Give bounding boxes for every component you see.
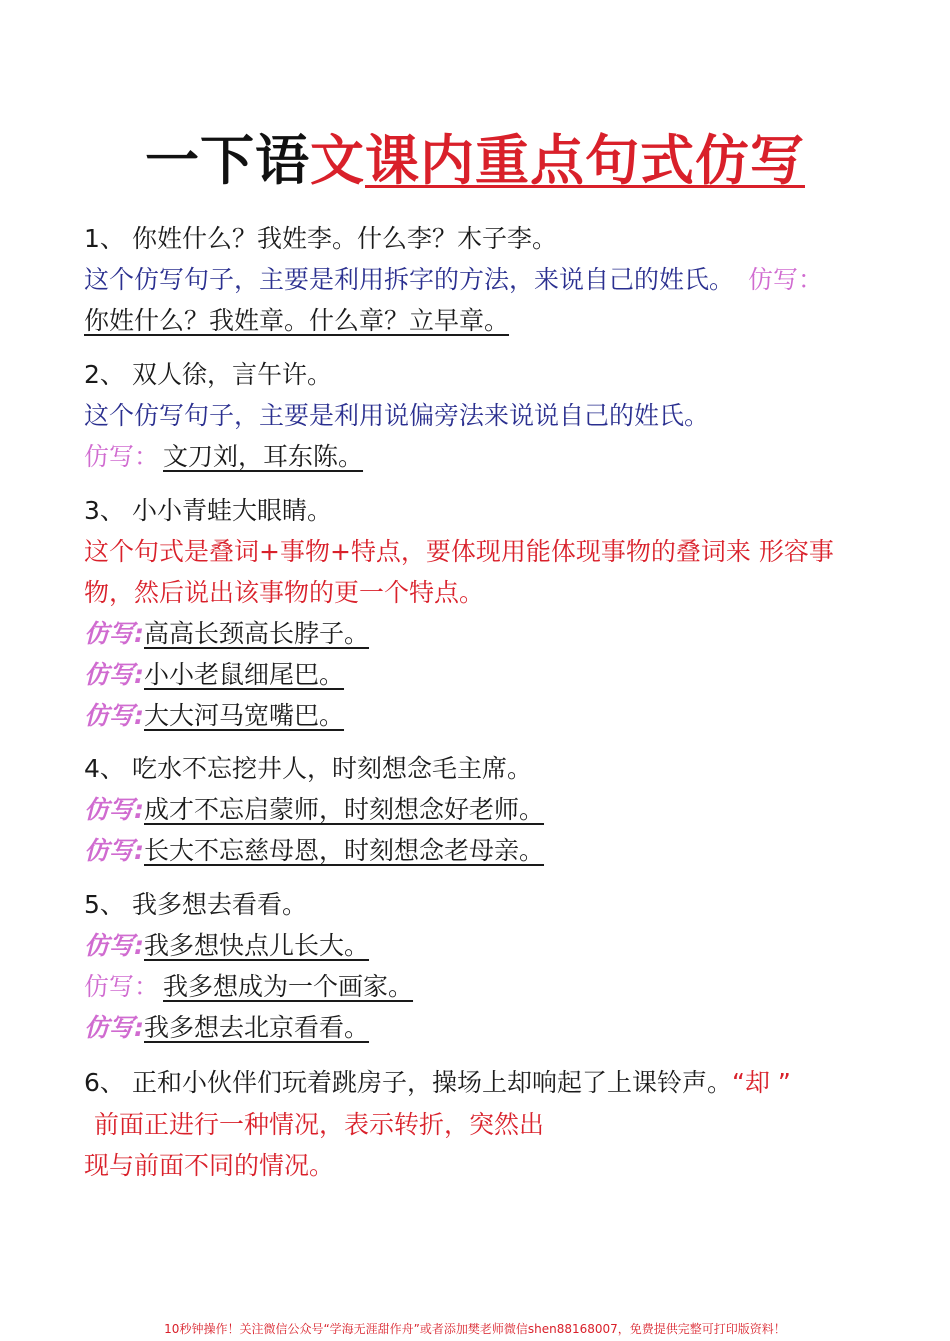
- s3-explain-1: 这个句式是叠词+事物+特点，要体现用能体现事物的叠词来 形容事: [84, 537, 834, 566]
- s4-sentence: 吃水不忘挖井人，时刻想念毛主席。: [132, 754, 533, 783]
- s2-number: 2、: [84, 360, 125, 389]
- page-title: [0, 118, 950, 195]
- s2-sentence-line: [84, 358, 332, 392]
- s3-label-1: 仿写:: [84, 619, 144, 648]
- title-part3: 课内重点句式仿写: [365, 129, 805, 192]
- s5-example-line-3: [84, 1011, 369, 1045]
- s4-example-line-1: [84, 793, 544, 827]
- s6-sentence: 正和小伙伴们玩着跳房子，操场上却响起了上课铃声。: [132, 1068, 733, 1097]
- s1-explain-line: [84, 263, 823, 297]
- s6-explain-1: 前面正进行一种情况，表示转折，突然出: [94, 1110, 545, 1139]
- s6-explain-2: 现与前面不同的情况。: [84, 1151, 335, 1180]
- s5-number: 5、: [84, 890, 125, 919]
- s1-example: 你姓什么？我姓章。什么章？立早章。: [84, 306, 510, 335]
- s5-example-1: 我多想快点儿长大。: [144, 931, 370, 960]
- s1-label: 仿写：: [748, 265, 824, 294]
- s5-example-2: 我多想成为一个画家。: [163, 972, 414, 1001]
- s3-sentence: 小小青蛙大眼睛。: [132, 496, 333, 525]
- s3-explain-2: 物，然后说出该事物的更一个特点。: [84, 578, 485, 607]
- s1-example-line: [84, 304, 509, 338]
- s1-explain: 这个仿写句子，主要是利用拆字的方法，来说自己的姓氏。: [84, 265, 735, 294]
- s3-number: 3、: [84, 496, 125, 525]
- title-part2: 文: [310, 129, 365, 192]
- footer-promo: 10秒钟操作！关注微信公众号“学海无涯甜作舟”或者添加樊老师微信shen88168007，免费提供完整可打印版资料！: [164, 1322, 786, 1336]
- s3-sentence-line: [84, 494, 332, 528]
- s3-example-1: 高高长颈高长脖子。: [144, 619, 370, 648]
- s4-number: 4、: [84, 754, 125, 783]
- s2-example-line: [84, 440, 363, 474]
- s5-example-line-2: [84, 970, 413, 1004]
- s3-example-line-2: [84, 658, 344, 692]
- s2-explain-line: [84, 399, 709, 433]
- s6-number: 6、: [84, 1068, 125, 1097]
- s6-explain-line-2: [84, 1149, 334, 1183]
- s3-explain-line-1: [84, 535, 834, 569]
- s3-example-2: 小小老鼠细尾巴。: [144, 660, 345, 689]
- s1-sentence-line: [84, 222, 557, 256]
- s4-sentence-line: [84, 752, 532, 786]
- s6-quote: “却 ”: [732, 1068, 791, 1097]
- s1-number: 1、: [84, 224, 125, 253]
- title-part1: 一下语: [145, 129, 310, 192]
- s5-label-3: 仿写:: [84, 1013, 144, 1042]
- s2-sentence: 双人徐，言午许。: [132, 360, 333, 389]
- s3-example-line-3: [84, 699, 344, 733]
- s4-label-1: 仿写:: [84, 795, 144, 824]
- s3-label-3: 仿写:: [84, 701, 144, 730]
- s6-sentence-line: [84, 1066, 791, 1100]
- s4-example-1: 成才不忘启蒙师，时刻想念好老师。: [144, 795, 545, 824]
- s3-example-line-1: [84, 617, 369, 651]
- s5-sentence: 我多想去看看。: [132, 890, 308, 919]
- s3-explain-line-2: [84, 576, 484, 610]
- s4-example-2: 长大不忘慈母恩，时刻想念老母亲。: [144, 836, 545, 865]
- s6-explain-line-1: [94, 1108, 544, 1142]
- s5-example-line-1: [84, 929, 369, 963]
- s1-sentence: 你姓什么？我姓李。什么李？木子李。: [132, 224, 558, 253]
- s2-explain: 这个仿写句子，主要是利用说偏旁法来说说自己的姓氏。: [84, 401, 710, 430]
- s4-label-2: 仿写:: [84, 836, 144, 865]
- s3-label-2: 仿写:: [84, 660, 144, 689]
- s4-example-line-2: [84, 834, 544, 868]
- s5-label-2: 仿写：: [84, 972, 160, 1001]
- s5-sentence-line: [84, 888, 307, 922]
- s2-example: 文刀刘，耳东陈。: [163, 442, 364, 471]
- s3-example-3: 大大河马宽嘴巴。: [144, 701, 345, 730]
- s5-example-3: 我多想去北京看看。: [144, 1013, 370, 1042]
- s5-label-1: 仿写:: [84, 931, 144, 960]
- s2-label: 仿写：: [84, 442, 160, 471]
